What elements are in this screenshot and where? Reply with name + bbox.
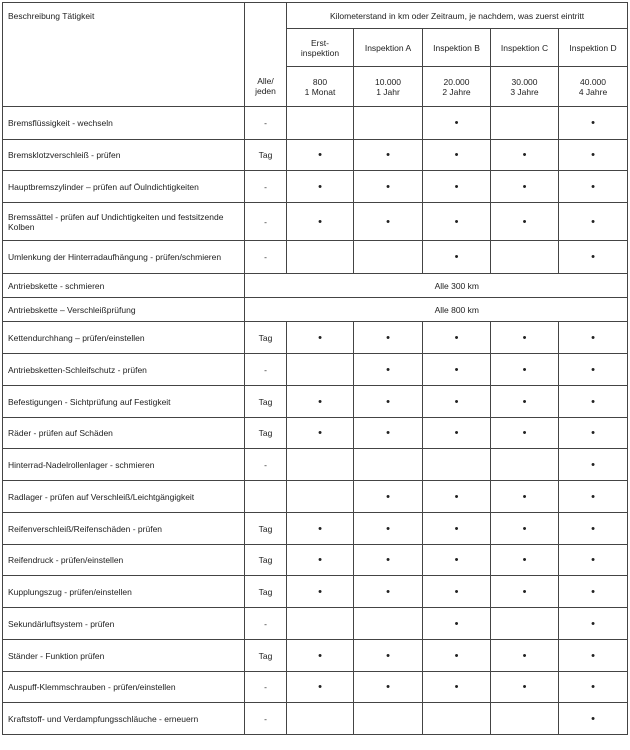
interval-cell: - xyxy=(245,608,287,640)
inspection-mark: • xyxy=(423,203,491,241)
inspection-mark xyxy=(354,107,423,140)
inspection-mark: • xyxy=(491,576,559,608)
inspection-mark xyxy=(423,449,491,481)
interval-cell: - xyxy=(245,107,287,140)
column-period: 1 Monat xyxy=(304,86,336,97)
inspection-mark: • xyxy=(491,672,559,703)
interval-header: Alle/ jeden xyxy=(245,67,287,107)
task-description: Bremssättel - prüfen auf Undichtigkeiten und festsitzende Kolben xyxy=(3,203,245,241)
inspection-mark: • xyxy=(423,241,491,274)
interval-cell: Tag xyxy=(245,545,287,576)
interval-cell: Tag xyxy=(245,418,287,449)
inspection-mark: • xyxy=(491,322,559,354)
inspection-mark: • xyxy=(559,672,628,703)
inspection-mark: • xyxy=(287,171,354,203)
inspection-mark: • xyxy=(354,640,423,672)
inspection-mark: • xyxy=(423,107,491,140)
group-header: Kilometerstand in km oder Zeitraum, je nachdem, was zuerst eintritt xyxy=(287,3,628,29)
task-description: Räder - prüfen auf Schäden xyxy=(3,418,245,449)
interval-cell: - xyxy=(245,203,287,241)
task-description: Sekundärluftsystem - prüfen xyxy=(3,608,245,640)
table-row xyxy=(3,703,628,735)
interval-cell: Tag xyxy=(245,513,287,545)
task-description: Hauptbremszylinder – prüfen auf Öulndichtigkeiten xyxy=(3,171,245,203)
inspection-mark: • xyxy=(287,640,354,672)
inspection-mark xyxy=(491,107,559,140)
inspection-mark: • xyxy=(287,418,354,449)
inspection-mark: • xyxy=(491,513,559,545)
table-row xyxy=(3,576,628,608)
inspection-mark: • xyxy=(559,640,628,672)
interval-cell: - xyxy=(245,171,287,203)
table-row xyxy=(3,203,628,241)
interval-cell: - xyxy=(245,354,287,386)
inspection-mark: • xyxy=(423,513,491,545)
table-row xyxy=(3,241,628,274)
task-description: Kraftstoff- und Verdampfungsschläuche - erneuern xyxy=(3,703,245,735)
column-km: 20.000 xyxy=(443,76,470,87)
inspection-mark: • xyxy=(491,640,559,672)
interval-cell: - xyxy=(245,703,287,735)
table-row xyxy=(3,107,628,140)
inspection-mark: • xyxy=(354,203,423,241)
task-description: Bremsflüssigkeit - wechseln xyxy=(3,107,245,140)
inspection-mark: • xyxy=(491,386,559,418)
inspection-mark: • xyxy=(423,481,491,513)
inspection-mark: • xyxy=(559,241,628,274)
task-description: Radlager - prüfen auf Verschleiß/Leichtgängigkeit xyxy=(3,481,245,513)
inspection-mark: • xyxy=(559,386,628,418)
interval-cell: Tag xyxy=(245,576,287,608)
column-name: Inspektion D xyxy=(559,29,628,67)
description-header: Beschreibung Tätigkeit xyxy=(3,3,245,107)
column-km-period xyxy=(287,67,354,107)
inspection-mark: • xyxy=(423,418,491,449)
table-row xyxy=(3,672,628,703)
inspection-mark xyxy=(287,481,354,513)
inspection-mark xyxy=(491,241,559,274)
inspection-mark: • xyxy=(423,608,491,640)
inspection-mark: • xyxy=(423,545,491,576)
inspection-mark xyxy=(354,703,423,735)
table-row xyxy=(3,322,628,354)
inspection-mark xyxy=(287,703,354,735)
inspection-mark: • xyxy=(423,640,491,672)
task-description: Bremsklotzverschleiß - prüfen xyxy=(3,140,245,171)
column-name: Inspektion B xyxy=(423,29,491,67)
column-period: 2 Jahre xyxy=(442,86,471,97)
table-row xyxy=(3,171,628,203)
interval-cell: Tag xyxy=(245,386,287,418)
interval-cell xyxy=(245,481,287,513)
inspection-mark: • xyxy=(491,140,559,171)
inspection-mark xyxy=(423,703,491,735)
task-description: Ständer - Funktion prüfen xyxy=(3,640,245,672)
interval-cell: - xyxy=(245,241,287,274)
column-km: 30.000 xyxy=(511,76,538,87)
column-km-period xyxy=(354,67,423,107)
interval-cell: Tag xyxy=(245,140,287,171)
inspection-mark: • xyxy=(559,354,628,386)
task-description: Antriebskette - schmieren xyxy=(3,274,245,298)
inspection-mark: • xyxy=(354,418,423,449)
task-description: Auspuff-Klemmschrauben - prüfen/einstellen xyxy=(3,672,245,703)
inspection-mark: • xyxy=(559,513,628,545)
inspection-mark: • xyxy=(491,418,559,449)
interval-cell: Tag xyxy=(245,322,287,354)
header-blank-cell xyxy=(245,3,287,29)
inspection-mark: • xyxy=(491,354,559,386)
table-row xyxy=(3,386,628,418)
column-km: 800 xyxy=(312,76,328,87)
inspection-mark xyxy=(491,449,559,481)
table-row xyxy=(3,140,628,171)
inspection-mark xyxy=(354,241,423,274)
inspection-mark: • xyxy=(354,322,423,354)
column-period: 1 Jahr xyxy=(376,86,400,97)
inspection-mark: • xyxy=(354,386,423,418)
inspection-mark: • xyxy=(287,672,354,703)
inspection-mark xyxy=(287,354,354,386)
inspection-mark: • xyxy=(559,703,628,735)
inspection-mark: • xyxy=(287,140,354,171)
inspection-mark xyxy=(287,608,354,640)
inspection-mark: • xyxy=(287,322,354,354)
table-row xyxy=(3,513,628,545)
task-description: Kettendurchhang – prüfen/einstellen xyxy=(3,322,245,354)
task-description: Umlenkung der Hinterradaufhängung - prüfen/schmieren xyxy=(3,241,245,274)
task-description: Antriebsketten-Schleifschutz - prüfen xyxy=(3,354,245,386)
table-row xyxy=(3,418,628,449)
inspection-mark: • xyxy=(559,449,628,481)
inspection-mark: • xyxy=(559,322,628,354)
inspection-mark: • xyxy=(287,545,354,576)
column-km-period xyxy=(491,67,559,107)
column-km: 10.000 xyxy=(375,76,401,87)
task-description: Antriebskette – Verschleißprüfung xyxy=(3,298,245,322)
table-row xyxy=(3,298,628,322)
inspection-mark xyxy=(287,449,354,481)
inspection-mark: • xyxy=(287,513,354,545)
table-row xyxy=(3,354,628,386)
task-description: Hinterrad-Nadelrollenlager - schmieren xyxy=(3,449,245,481)
inspection-mark: • xyxy=(559,203,628,241)
interval-cell: - xyxy=(245,449,287,481)
maintenance-table xyxy=(2,2,628,735)
inspection-mark: • xyxy=(559,481,628,513)
column-period: 4 Jahre xyxy=(578,86,608,97)
inspection-mark: • xyxy=(354,672,423,703)
inspection-mark: • xyxy=(559,140,628,171)
inspection-mark: • xyxy=(287,203,354,241)
inspection-mark: • xyxy=(423,354,491,386)
inspection-mark: • xyxy=(491,481,559,513)
inspection-mark: • xyxy=(354,171,423,203)
interval-cell xyxy=(245,298,287,322)
inspection-mark xyxy=(491,703,559,735)
table-row xyxy=(3,545,628,576)
inspection-mark: • xyxy=(423,322,491,354)
inspection-mark: • xyxy=(491,545,559,576)
inspection-mark: • xyxy=(423,140,491,171)
task-description: Reifendruck - prüfen/einstellen xyxy=(3,545,245,576)
table-row xyxy=(3,449,628,481)
inspection-mark: • xyxy=(491,203,559,241)
table-row xyxy=(3,608,628,640)
inspection-mark: • xyxy=(423,576,491,608)
column-km-period xyxy=(423,67,491,107)
inspection-mark: • xyxy=(354,545,423,576)
inspection-mark xyxy=(491,608,559,640)
inspection-mark: • xyxy=(354,513,423,545)
column-km: 40.000 xyxy=(580,76,607,87)
inspection-mark xyxy=(287,107,354,140)
interval-cell xyxy=(245,274,287,298)
column-name: Inspektion A xyxy=(354,29,423,67)
inspection-mark: • xyxy=(354,140,423,171)
column-period: 3 Jahre xyxy=(510,86,539,97)
inspection-mark: • xyxy=(423,672,491,703)
inspection-mark: • xyxy=(287,576,354,608)
column-name: Inspektion C xyxy=(491,29,559,67)
table-row xyxy=(3,640,628,672)
interval-cell: - xyxy=(245,672,287,703)
inspection-mark: • xyxy=(559,545,628,576)
inspection-mark: • xyxy=(354,481,423,513)
task-description: Befestigungen - Sichtprüfung auf Festigkeit xyxy=(3,386,245,418)
inspection-mark: • xyxy=(559,576,628,608)
inspection-mark: • xyxy=(491,171,559,203)
inspection-mark: • xyxy=(559,418,628,449)
inspection-mark: • xyxy=(354,354,423,386)
inspection-mark: • xyxy=(559,107,628,140)
inspection-mark: • xyxy=(559,608,628,640)
inspection-mark: • xyxy=(287,386,354,418)
inspection-mark xyxy=(354,449,423,481)
table-row xyxy=(3,274,628,298)
interval-span-text: Alle 300 km xyxy=(287,274,628,298)
column-name: Erst- inspektion xyxy=(287,29,354,67)
inspection-mark: • xyxy=(559,171,628,203)
inspection-mark: • xyxy=(423,171,491,203)
header-blank-cell xyxy=(245,29,287,67)
inspection-mark: • xyxy=(423,386,491,418)
inspection-mark xyxy=(287,241,354,274)
inspection-mark xyxy=(354,608,423,640)
column-km-period xyxy=(559,67,628,107)
inspection-mark: • xyxy=(354,576,423,608)
task-description: Reifenverschleiß/Reifenschäden - prüfen xyxy=(3,513,245,545)
interval-span-text: Alle 800 km xyxy=(287,298,628,322)
task-description: Kupplungszug - prüfen/einstellen xyxy=(3,576,245,608)
table-row xyxy=(3,481,628,513)
interval-cell: Tag xyxy=(245,640,287,672)
